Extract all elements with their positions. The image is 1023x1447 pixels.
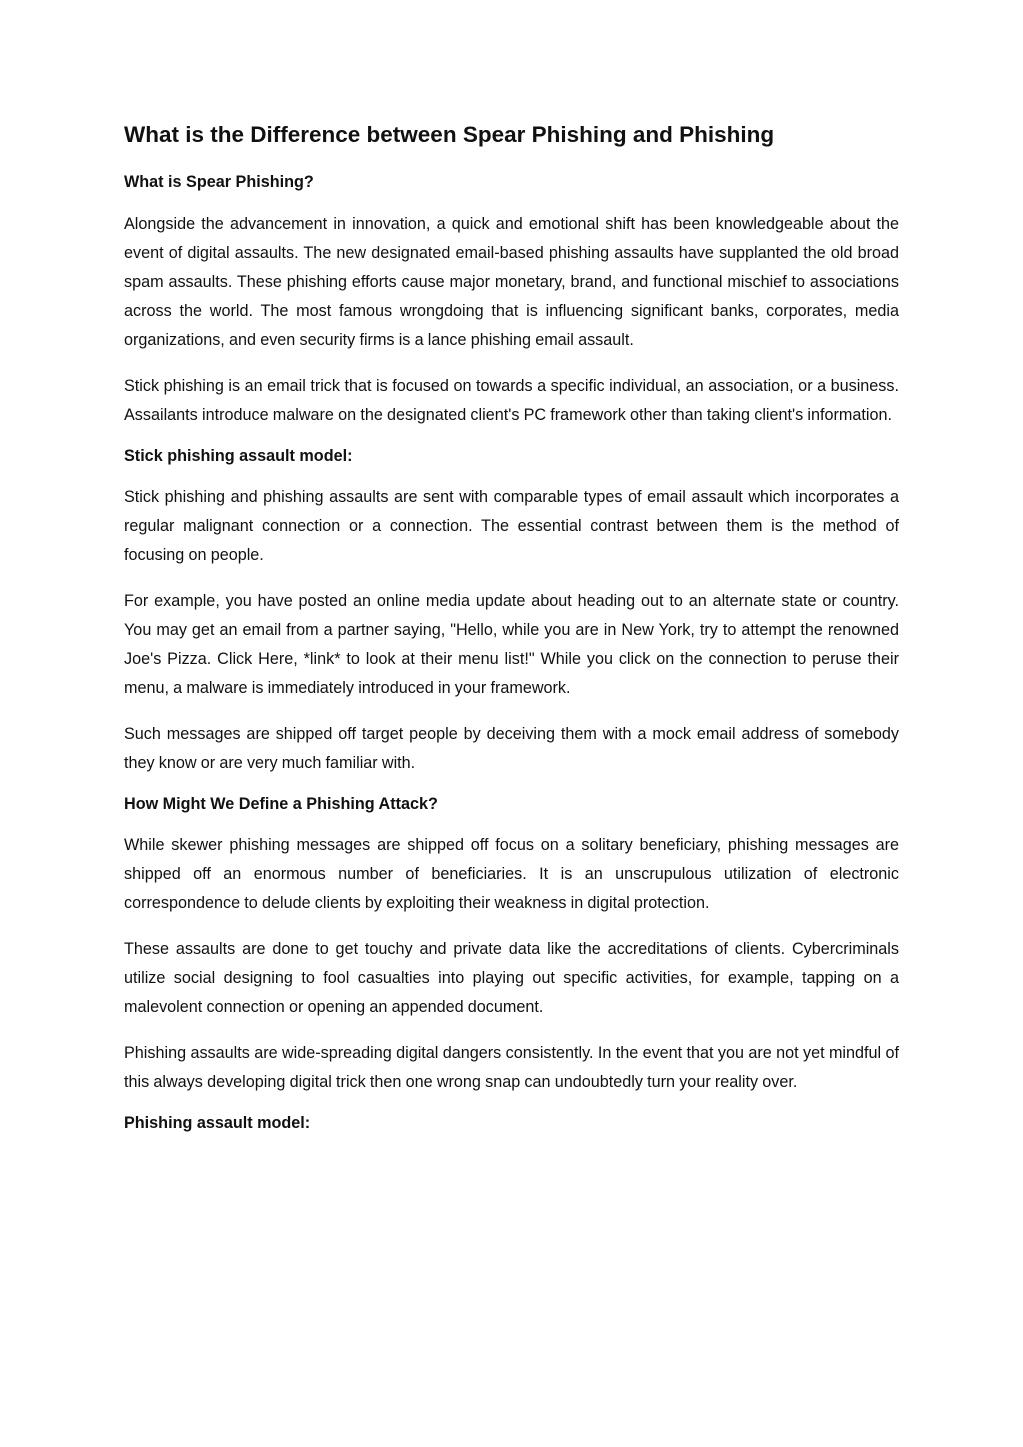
page-title: What is the Difference between Spear Phishing and Phishing xyxy=(124,122,775,147)
paragraph: Alongside the advancement in innovation, a quick and emotional shift has been knowledgeable about the event of digital assaults. The new designated email-based phishing assaults have supplanted the old broad spam assaults. These phishing efforts cause major monetary, brand, and functional mischief to associations across the world. The most famous wrongdoing that is influencing significant banks, corporates, media organizations, and even security firms is a lance phishing email assault. xyxy=(124,214,899,349)
section-heading-what-is-spear-phishing: What is Spear Phishing? xyxy=(124,173,314,192)
paragraph: Such messages are shipped off target people by deceiving them with a mock email address of somebody they know or are very much familiar with. xyxy=(124,725,899,772)
section-heading-spear-phishing-model: Stick phishing assault model: xyxy=(124,446,353,465)
section-heading-phishing-model: Phishing assault model: xyxy=(124,1114,311,1133)
paragraph: While skewer phishing messages are shipped off focus on a solitary beneficiary, phishing messages are shipped off an enormous number of beneficiaries. It is an unscrupulous utilization of electronic correspondence to delude clients by exploiting their weakness in digital protection. xyxy=(124,836,899,913)
paragraph: Phishing assaults are wide-spreading digital dangers consistently. In the event that you are not yet mindful of this always developing digital trick then one wrong snap can undoubtedly turn your reality over. xyxy=(124,1044,899,1092)
section-heading-define-phishing-attack: How Might We Define a Phishing Attack? xyxy=(124,795,438,813)
paragraph: For example, you have posted an online media update about heading out to an alternate state or country. You may get an email from a partner saying, "Hello, while you are in New York, try to attempt the renowned Joe's Pizza. Click Here, *link* to look at their menu list!" While you click on the connection to peruse their menu, a malware is immediately introduced in your framework. xyxy=(124,592,899,697)
document-page xyxy=(124,121,899,1151)
paragraph: Stick phishing is an email trick that is focused on towards a specific individual, an association, or a business. Assailants introduce malware on the designated client's PC framework other than taking client's information. xyxy=(124,376,899,424)
paragraph: Stick phishing and phishing assaults are sent with comparable types of email assault which incorporates a regular malignant connection or a connection. The essential contrast between them is the method of focusing on people. xyxy=(124,488,899,564)
paragraph: These assaults are done to get touchy and private data like the accreditations of clients. Cybercriminals utilize social designing to fool casualties into playing out specific activities, for example, tapping on a malevolent connection or opening an appended document. xyxy=(124,940,899,1017)
